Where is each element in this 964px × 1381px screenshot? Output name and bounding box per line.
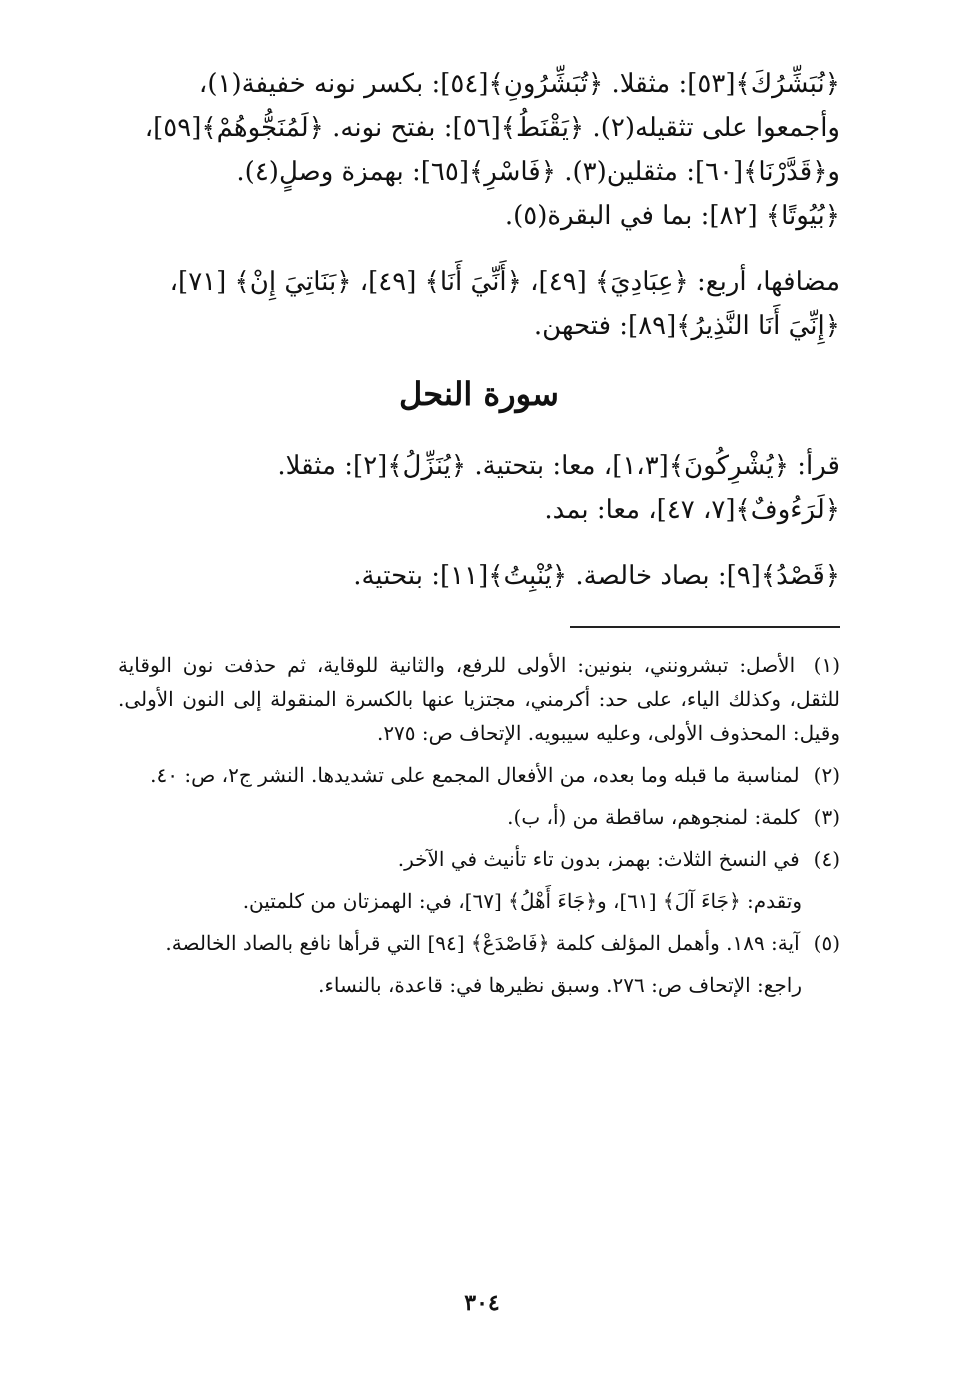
nahl-line-1: قرأ: ﴿يُشْرِكُونَ﴾[١،٣]، معا: بتحتية. ﴿يُنَزِّلُ﴾[٢]: مثقلا. [277, 451, 840, 481]
nahl-paragraph-2 [118, 554, 840, 598]
footnote-4-continuation: وتقدم: ﴿جَاءَ آلَ﴾ [٦١]، و﴿جَاءَ أَهْلُ﴾ [٦٧]، في: الهمزتان من كلمتين. [242, 889, 802, 913]
page-number: ٣٠٤ [464, 1290, 500, 1316]
page-body [118, 62, 840, 1010]
footnote-text: الأصل: تبشرونني، بنونين: الأولى للرفع، والثانية للوقاية، ثم حذفت نون الوقاية للثقل، وكذلك الياء، على حد: أكرمني، مجتزيا عنها بالكسرة المنقولة إلى النون الأولى. وقيل: المحذوف الأولى، وعليه سيبويه. الإتحاف ص: ٢٧٥. [118, 653, 840, 745]
hijr-line-2: وأجمعوا على تثقيله(٢). ﴿يَقْنَطُ﴾[٥٦]: بفتح نونه. ﴿لَمُنَجُّوهُمْ﴾[٥٩]، [144, 113, 840, 143]
nahl-line-2: ﴿لَرَءُوفٌ﴾[٧، ٤٧]، معا: بمد. [544, 495, 840, 525]
nahl-paragraph [118, 444, 840, 532]
footnote-text: في النسخ الثلاث: بهمز، بدون تاء تأنيث في الآخر. [397, 847, 800, 871]
footnote-text: لمناسبة ما قبله وما بعده، من الأفعال المجمع على تشديدها. النشر ج٢، ص: ٤٠. [150, 763, 800, 787]
mudafat-line-1: مضافها، أربع: ﴿عِبَادِيَ﴾ [٤٩]، ﴿أَنِّيَ أَنَا﴾ [٤٩]، ﴿بَنَاتِيَ إِنْ﴾ [٧١]، [169, 267, 840, 297]
footnote-5-continuation: راجع: الإتحاف ص: ٢٧٦. وسبق نظيرها في: قاعدة، بالنساء. [318, 973, 802, 997]
mudafat-line-2: ﴿إِنِّيَ أَنَا النَّذِيرُ﴾[٨٩]: فتحهن. [533, 311, 840, 341]
footnote-1 [118, 648, 840, 750]
footnote-4 [118, 842, 840, 876]
footnote-2 [118, 758, 840, 792]
mudafat-paragraph [118, 260, 840, 348]
footnote-divider [570, 626, 840, 628]
footnote-number: (٢) [813, 763, 840, 787]
nahl-line-3: ﴿قَصْدُ﴾[٩]: بصاد خالصة. ﴿يُنْبِتُ﴾[١١]: بتحتية. [353, 561, 840, 591]
footnote-number: (٤) [813, 847, 840, 871]
footnote-number: (٥) [813, 931, 840, 955]
footnote-number: (١) [813, 653, 841, 677]
footnote-text: آية: ١٨٩. وأهمل المؤلف كلمة ﴿فَاصْدَعْ﴾ [٩٤] التي قرأها نافع بالصاد الخالصة. [165, 931, 800, 955]
hijr-line-4: ﴿بُيُوتًا﴾ [٨٢]: بما في البقرة(٥). [504, 201, 840, 231]
footnote-number: (٣) [813, 805, 840, 829]
footnote-3 [118, 800, 840, 834]
footnote-text: كلمة: لمنجوهم، ساقطة من (أ، ب). [507, 805, 800, 829]
surah-title: سورة النحل [399, 375, 559, 413]
hijr-line-3: و﴿قَدَّرْنَا﴾[٦٠]: مثقلين(٣). ﴿فَاسْرِ﴾[٦٥]: بهمزة وصلٍ(٤). [236, 157, 840, 187]
hijr-line-1: ﴿نُبَشِّرُكَ﴾[٥٣]: مثقلا. ﴿تُبَشِّرُونِ﴾[٥٤]: بكسر نونه خفيفة(١)، [198, 69, 840, 99]
footnote-5 [118, 926, 840, 960]
hijr-paragraph [118, 62, 840, 238]
